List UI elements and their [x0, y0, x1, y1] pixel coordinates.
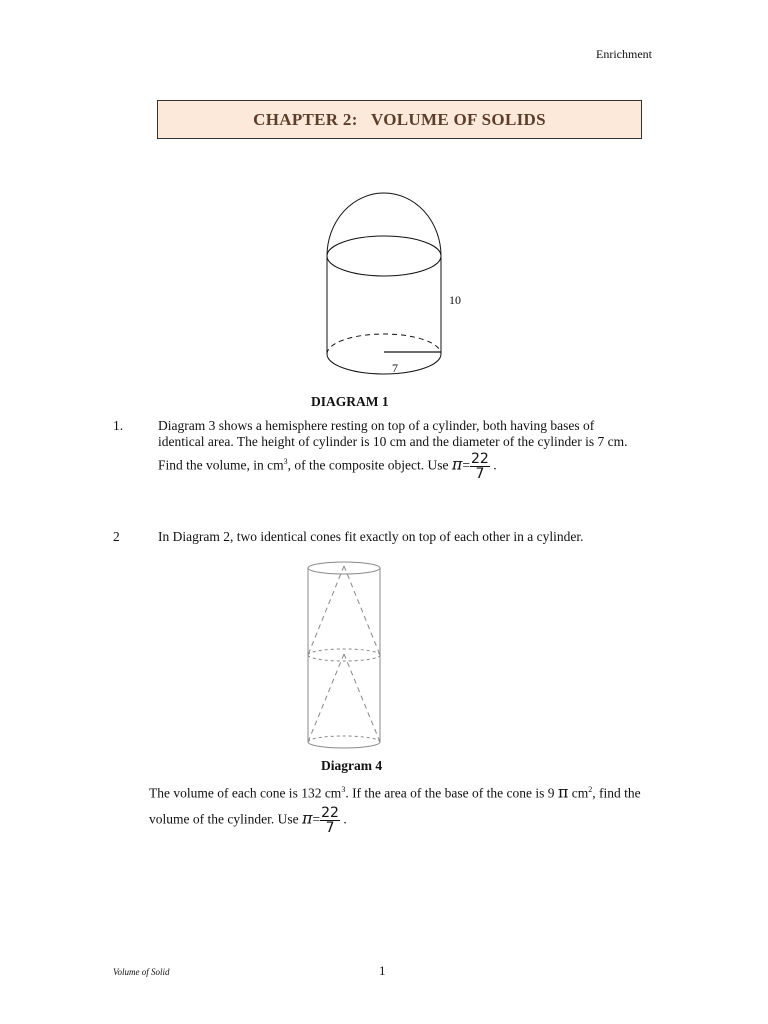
- question-2-line-1: The volume of each cone is 132 $cm^3$. If the area of the base of the cone is 9 π $cm^2$, find the: [149, 782, 641, 802]
- pi-symbol: π: [557, 782, 569, 802]
- question-2-intro: In Diagram 2, two identical cones fit exactly on top of each other in a cylinder.: [158, 529, 584, 544]
- height-label: 10: [449, 293, 461, 307]
- question-1-line-2: identical area. The height of cylinder is 10 cm and the diameter of the cylinder is 7 cm.: [158, 434, 628, 449]
- upper-cone-right: [344, 566, 380, 655]
- cylinder-bottom-front: [327, 354, 441, 374]
- bottom-ellipse-back: [308, 736, 380, 742]
- question-1-number: 1.: [113, 418, 124, 433]
- lower-cone-left: [308, 654, 344, 742]
- question-2-line-2: volume of the cylinder. Use π= $\frac{22}{7}$ .: [149, 805, 347, 836]
- upper-cone-left: [308, 566, 344, 655]
- chapter-title-box: [157, 100, 642, 139]
- question-1-line-3: Find the volume, in $cm^3$, of the composite object. Use π= $\frac{22}{7}$ .: [158, 451, 497, 482]
- hemisphere-outline: [327, 193, 441, 256]
- chapter-title: CHAPTER 2: VOLUME OF SOLIDS: [253, 110, 546, 129]
- diagram-1-figure: [320, 180, 470, 385]
- bottom-ellipse-front: [308, 742, 380, 748]
- cylinder-bottom-back: [327, 334, 441, 354]
- diagram-1-caption: DIAGRAM 1: [311, 394, 389, 409]
- diagram-4-caption: Diagram 4: [321, 758, 383, 773]
- question-1-line-1: Diagram 3 shows a hemisphere resting on top of a cylinder, both having bases of: [158, 418, 595, 433]
- fraction-22-over-7: $\frac{22}{7}$: [321, 805, 339, 836]
- cylinder-top-ellipse: [308, 562, 380, 574]
- header-label: Enrichment: [596, 47, 652, 61]
- diagram-4-figure: [300, 555, 390, 755]
- question-2-number: 2: [113, 529, 120, 544]
- middle-ellipse-front: [308, 655, 380, 661]
- footer-label: Volume of Solid: [113, 967, 170, 977]
- page-number: 1: [379, 963, 386, 978]
- radius-label: 7: [392, 361, 398, 375]
- fraction-22-over-7: $\frac{22}{7}$: [470, 451, 489, 482]
- pi-symbol: π: [451, 454, 463, 474]
- lower-cone-right: [344, 654, 380, 742]
- pi-symbol: π: [301, 808, 313, 828]
- cylinder-top-ellipse: [327, 236, 441, 276]
